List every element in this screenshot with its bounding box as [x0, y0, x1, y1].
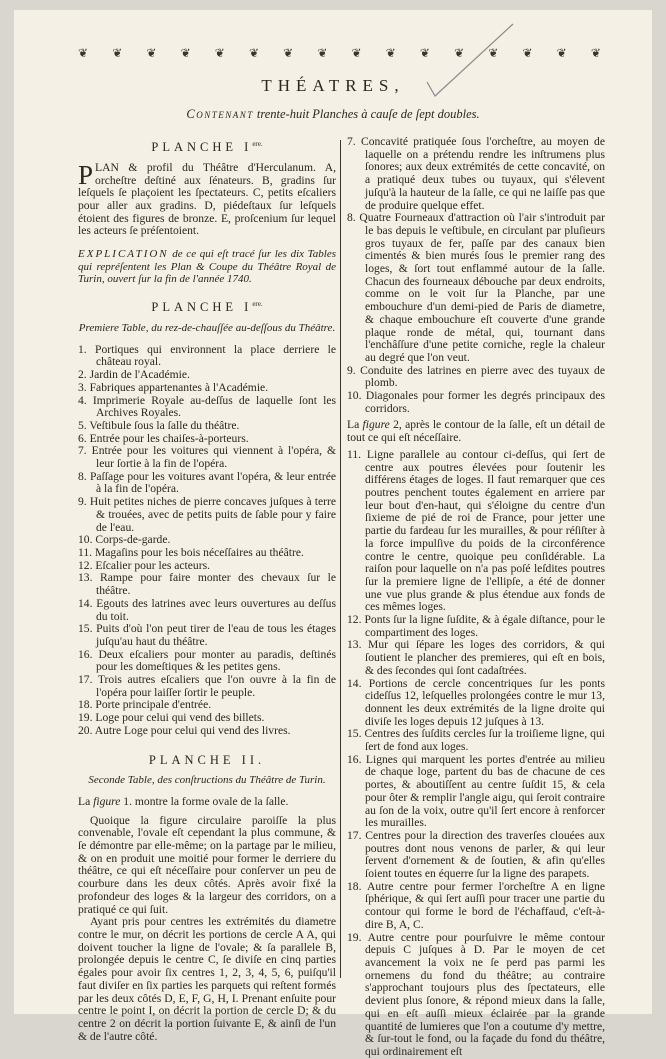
list-item: 9. Huit petites niches de pierre concaves juſques à terre & trouées, avec de petits puits de ſable pour y faire de l'eau. — [78, 495, 336, 534]
list-item: 14. Egouts des latrines avec leurs ouvertures au deſſus du toit. — [78, 596, 336, 623]
list-item: 20. Autre Loge pour celui qui vend des livres. — [78, 723, 291, 737]
subtitle-rest: trente-huit Planches à cauſe de ſept doubles. — [253, 107, 480, 121]
ornamental-border-icon — [78, 46, 600, 60]
list-item: 8. Quatre Fourneaux d'attraction où l'air s'introduit par le bas depuis le veſtibule, en circulant par pluſieurs gros tuyaux de fer, paſſe par des canaux bien cimentés & bien murés ſous le premier rang des loges, & ſort tout enflammé autour de la ſalle. Chacun des fourneaux débouche par deux endroits, comme on le voit ſur la Planche, par une embouchure d'un demi-pied de Paris de diametre, & chaque embouchure eſt couverte d'une grande plaque ronde de métal, qui, tournant dans l'enchâſſure d'une petite corniche, regle la chaleur au degré que l'on veut. — [347, 211, 605, 364]
list-item: 19. Autre centre pour pourſuivre le même contour depuis C juſques à D. Par le moyen de cet avancement la voix ne ſe perd pas parmi les ornemens du fond du théâtre; au contraire s'approchant toujours plus des ſpectateurs, elle devient plus ſonore, & répond mieux dans la ſalle, qui en eſt auſſi mieux éclairée par la grande quantité de lumieres que l'on a coutume d'y mettre, & ſur-tout le fond, ou la façade du fond du théâtre, qui ordinairement eſt — [347, 930, 605, 1058]
left-column — [78, 136, 336, 1043]
page-subtitle — [0, 107, 666, 122]
ornament-glyph: ❦ — [419, 46, 429, 60]
fig-text: La — [78, 794, 94, 808]
explication-caps: EXPLICATION — [78, 248, 169, 261]
list-item: 15. Puits d'où l'on peut tirer de l'eau de tous les étages juſqu'au haut du théâtre. — [78, 622, 336, 648]
table-2-caption: Seconde Table, des conſtructions du Théâtre de Turin. — [88, 774, 326, 787]
fig-text: La — [347, 418, 363, 432]
explication-text: de ce qui eſt tracé ſur les dix Tables qui repréſentent les Plan & Coupe du Théâtre Royal de Turin, ouvert ſur la fin de l'année 1740. — [78, 248, 336, 286]
planche-1b-heading — [78, 298, 336, 314]
ornament-glyph: ❦ — [385, 46, 395, 60]
list-item: 18. Autre centre pour fermer l'orcheſtre A en ligne ſphérique, & qui ſert auſſi pour tracer une partie du contour qui forme le bord de l'échaffaud, c'eſt-à-dire B, A, C. — [347, 879, 605, 931]
list-item: 18. Porte principale d'entrée. — [78, 698, 212, 712]
planche-sup: ere. — [252, 300, 263, 309]
list-item: 17. Centres pour la direction des traverſes clouées aux poutres dont nous venons de parler, & qui leur ſervent d'ornement & de ſoutien, & afin qu'elles ſoient toutes en équerre ſur la ligne des parapets. — [347, 828, 605, 881]
ornament-glyph: ❦ — [214, 46, 224, 60]
subtitle-caps: Contenant — [186, 107, 254, 121]
list-item: 7. Entrée pour les voitures qui viennent à l'opéra, & leur ſortie à la fin de l'opéra. — [78, 444, 336, 471]
column-divider — [340, 140, 341, 978]
body-paragraph: Ayant pris pour centres les extrémités du diametre contre le mur, on décrit les portions de cercle A A, qui doivent toucher la ligne de l'ovale; & ſa parallele B, prolongée depuis le centre C, ſe diviſe en cinq parties égales pour avoir ſix centres 1, 2, 3, 4, 5, 6, puiſqu'il faut diviſer en ſix parties les parquets qui reſtent formés par les deux côtés D, E, F, G, H, I. Prenant enſuite pour centre le point I, on décrit la portion de cercle D; & du centre 2 on décrit la portion ſuivante E, & ainſi de l'un & de l'autre côté. — [78, 915, 336, 1043]
body-paragraph: Quoique la figure circulaire paroiſſe la plus convenable, l'ovale eſt cependant la plus commune, & ſe démontre par elle-même; on la partage par le milieu, & on en produit une moitié pour former le derriere du théâtre, ce qui eſt néceſſaire pour conſerver un peu de courbure dans les deux côtés. Après avoir fixé la profondeur des loges & la largeur des corridors, on a pratiqué ce qui ſuit. — [78, 813, 336, 916]
list-item: 19. Loge pour celui qui vend des billets. — [78, 711, 265, 725]
planche-label: PLANCHE I — [151, 140, 253, 155]
list-item: 5. Veſtibule ſous la ſalle du théâtre. — [78, 418, 240, 432]
list-item: 12. Ponts ſur la ligne ſuſdite, & à égale diſtance, pour le compartiment des loges. — [347, 613, 605, 639]
list-item: 17. Trois autres eſcaliers que l'on ouvre à la fin de l'opéra pour laiſſer ſortir le peuple. — [78, 673, 336, 699]
list-item: 15. Centres des ſuſdits cercles ſur la troiſieme ligne, qui ſert de fond aux loges. — [347, 727, 605, 754]
items-7-10 — [347, 136, 605, 415]
ornament-glyph: ❦ — [248, 46, 258, 60]
fig-label: figure — [93, 794, 121, 808]
ornament-glyph: ❦ — [488, 46, 498, 60]
list-item: 4. Imprimerie Royale au-deſſus de laquelle ſont les Archives Royales. — [78, 393, 336, 420]
list-item: 3. Fabriques appartenantes à l'Académie. — [78, 380, 269, 394]
list-item: 11. Magaſins pour les bois néceſſaires au théâtre. — [78, 546, 304, 559]
planche-1-heading — [78, 138, 336, 154]
ornament-glyph: ❦ — [351, 46, 361, 60]
items-11-19 — [347, 449, 605, 1059]
list-item: 14. Portions de cercle concentriques ſur les ponts cideſſus 12, leſquelles prolongées contre le mur 13, donnent les deux extrémités de la ligne droite qui diviſe les loges depuis 12 juſques à 13. — [347, 676, 605, 728]
table-1-caption: Premiere Table, du rez-de-chauſſée au-deſſous du Théâtre. — [78, 322, 336, 335]
ornament-glyph: ❦ — [283, 46, 293, 60]
ornament-glyph: ❦ — [590, 46, 600, 60]
list-item: 8. Paſſage pour les voitures avant l'opéra, & leur entrée à la fin de l'opéra. — [78, 469, 336, 496]
list-item: 2. Jardin de l'Académie. — [78, 368, 190, 382]
list-item: 13. Mur qui ſépare les loges des corridors, & qui ſoutient le plancher des premieres, qui eſt en bois, & des ſecondes qui ſont cadaſtrées. — [347, 638, 605, 677]
ornament-glyph: ❦ — [112, 46, 122, 60]
list-item: 11. Ligne parallele au contour ci-deſſus, qui ſert de centre aux poutres élevées pour ſoutenir les différens étages de loges. Il faut remarquer que ces poutres penchent toutes également en arriere par leur bout d'en-haut, qui s'éloigne du centre d'un ſixieme de pié de roi de France, pour jetter une partie du fardeau ſur les murailles, & pour réſiſter à la force impulſive du poids de la circonférence contre le centre, quoique peu conſidérable. La raiſon pour laquelle on n'a pas poſé leſdites poutres ſur la premiere ligne de l'ellipſe, a été de donner une vue plus grande & plus étendue aux fonds de ces mêmes loges. — [347, 447, 605, 614]
list-item: 16. Lignes qui marquent les portes d'entrée au milieu de chaque loge, partent du bas de chacune de ces portes, & aboutiſſent au centre ſuſdit 15, & cela pour ôter & remplir l'angle aigu, qui ſeroit contraire au ſon de la voix, outre qu'il ſert encore à renforcer les murailles. — [347, 752, 605, 830]
intro-text: LAN & profil du Théâtre d'Herculanum. A, orcheſtre deſtiné aux ſénateurs. B, gradins ſur leſquels ſe plaçoient les ſpectateurs. C, petits eſcaliers pour aller aux gradins. D, piédeſtaux ſur leſquels étoient des figures de bronze. E, proſcenium ſur lequel les acteurs ſe préſentoient. — [78, 160, 336, 238]
right-column — [347, 136, 605, 1059]
list-item: 10. Corps-de-garde. — [78, 533, 171, 547]
list-item: 1. Portiques qui environnent la place derriere le château royal. — [78, 342, 336, 369]
figure-1-line — [78, 796, 336, 809]
planche-sup: ere. — [252, 140, 263, 148]
table-1-items — [78, 344, 336, 738]
ornament-glyph: ❦ — [317, 46, 327, 60]
list-item: 6. Entrée pour les chaiſes-à-porteurs. — [78, 431, 249, 445]
figure-2-line — [347, 419, 605, 444]
ornament-glyph: ❦ — [146, 46, 156, 60]
list-item: 16. Deux eſcaliers pour monter au paradis, deſtinés pour les domeſtiques & les petites gens. — [78, 647, 336, 674]
ornament-glyph: ❦ — [454, 46, 464, 60]
drop-cap: P — [78, 159, 94, 190]
fig-text: 1. montre la forme ovale de la ſalle. — [120, 794, 289, 808]
page-title: THÉATRES, — [261, 76, 405, 95]
list-item: 7. Concavité pratiquée ſous l'orcheſtre, au moyen de laquelle on a prétendu rendre les inſtrumens plus ſonores; aux deux extrémités de cette concavité, on a pratiqué deux tubes ou tuyaux, qui s'élevent juſqu'à la hauteur de la ſalle, ce qui ne laiſſe pas que de produire quelque effet. — [347, 135, 605, 212]
explication-paragraph — [78, 248, 336, 286]
ornament-glyph: ❦ — [180, 46, 190, 60]
planche-label: PLANCHE I — [151, 300, 253, 315]
list-item: 12. Eſcalier pour les acteurs. — [78, 558, 210, 572]
ornament-glyph: ❦ — [78, 46, 88, 60]
fig-label: figure — [362, 418, 390, 432]
fig-text: 2, après le contour de la ſalle, eſt un détail de tout ce qui eſt néceſſaire. — [347, 418, 605, 445]
list-item: 13. Rampe pour faire monter des chevaux ſur le théâtre. — [78, 571, 336, 598]
ornament-glyph: ❦ — [556, 46, 566, 60]
intro-paragraph — [78, 159, 336, 238]
list-item: 9. Conduite des latrines en pierre avec des tuyaux de plomb. — [347, 363, 605, 390]
list-item: 10. Diagonales pour former les degrés principaux des corridors. — [347, 389, 605, 415]
planche-2-heading: PLANCHE II. — [148, 752, 266, 767]
ornament-glyph: ❦ — [522, 46, 532, 60]
